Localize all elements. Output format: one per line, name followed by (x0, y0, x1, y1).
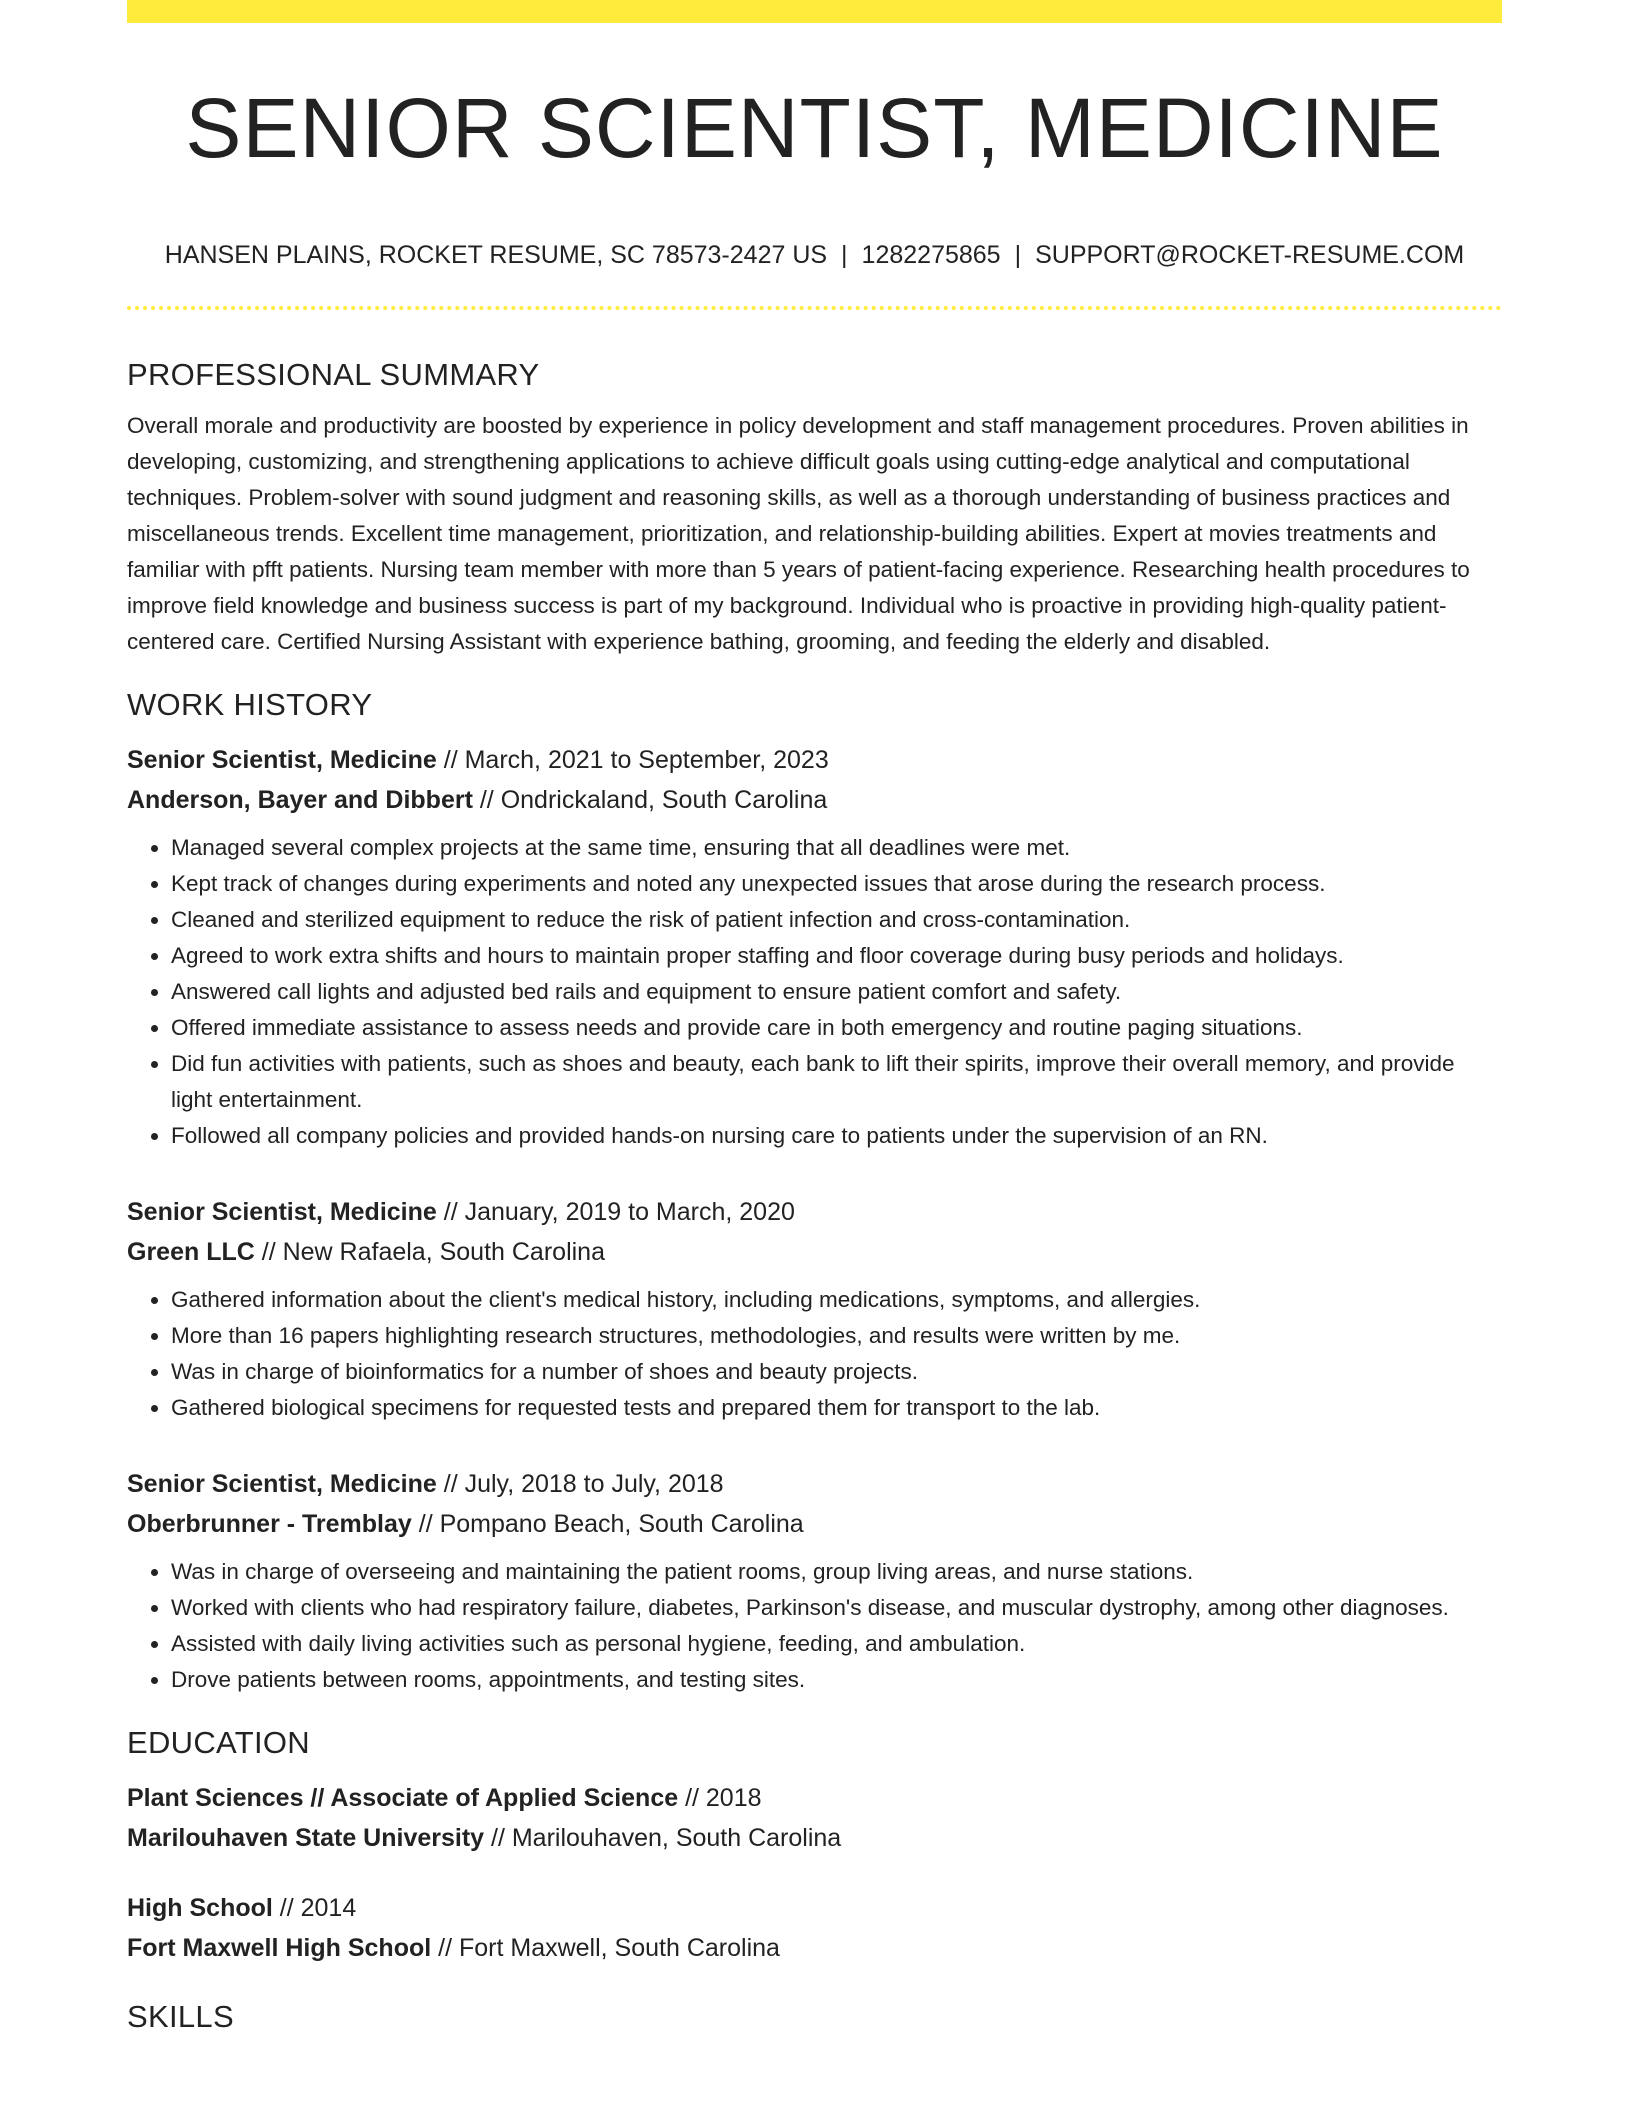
job-location: // Ondrickaland, South Carolina (472, 786, 828, 814)
job-bullets (127, 830, 1502, 1154)
contact-separator: | (1014, 241, 1022, 269)
job-title: Senior Scientist, Medicine (127, 746, 437, 774)
job-title-line (127, 1192, 1502, 1232)
job-entry (127, 1192, 1502, 1426)
contact-email: SUPPORT@ROCKET-RESUME.COM (1035, 241, 1465, 269)
job-entry (127, 1464, 1502, 1698)
job-bullet: • Gathered biological specimens for requested tests and prepared them for transport to the lab. (171, 1390, 1502, 1426)
education-degree: Plant Sciences // Associate of Applied Science (127, 1784, 679, 1812)
job-bullet: • Drove patients between rooms, appointments, and testing sites. (171, 1662, 1502, 1698)
job-dates: // January, 2019 to March, 2020 (436, 1198, 795, 1226)
job-title-line (127, 1464, 1502, 1504)
contact-address: HANSEN PLAINS, ROCKET RESUME, SC 78573-2427 US (164, 241, 828, 269)
job-bullet: • Answered call lights and adjusted bed rails and equipment to ensure patient comfort and safety. (171, 974, 1502, 1010)
job-bullet: • Kept track of changes during experiments and noted any unexpected issues that arose during the research process. (171, 866, 1502, 902)
job-entry (127, 740, 1502, 1154)
job-bullet: • Followed all company policies and provided hands-on nursing care to patients under the supervision of an RN. (171, 1118, 1502, 1154)
job-dates: // March, 2021 to September, 2023 (436, 746, 829, 774)
job-company-line (127, 1232, 1502, 1272)
job-bullet: • More than 16 papers highlighting research structures, methodologies, and results were written by me. (171, 1318, 1502, 1354)
contact-line (127, 236, 1502, 274)
education-entry (127, 1888, 1502, 1968)
job-bullets (127, 1282, 1502, 1426)
education-degree-line (127, 1778, 1502, 1818)
job-bullet: • Was in charge of bioinformatics for a number of shoes and beauty projects. (171, 1354, 1502, 1390)
education-entry (127, 1778, 1502, 1858)
work-history-heading: WORK HISTORY (127, 687, 373, 722)
education-year: // 2018 (678, 1784, 762, 1812)
job-bullet: • Cleaned and sterilized equipment to reduce the risk of patient infection and cross-contamination. (171, 902, 1502, 938)
job-title: Senior Scientist, Medicine (127, 1470, 437, 1498)
job-bullet: • Did fun activities with patients, such as shoes and beauty, each bank to lift their spirits, improve their overall memory, and provide light entertainment. (171, 1046, 1502, 1118)
job-bullet: • Agreed to work extra shifts and hours to maintain proper staffing and floor coverage during busy periods and holidays. (171, 938, 1502, 974)
resume-name: SENIOR SCIENTIST, MEDICINE (185, 81, 1444, 175)
job-company-line (127, 780, 1502, 820)
education-heading: EDUCATION (127, 1725, 310, 1760)
job-bullet: • Assisted with daily living activities such as personal hygiene, feeding, and ambulation. (171, 1626, 1502, 1662)
job-company: Anderson, Bayer and Dibbert (127, 786, 473, 814)
summary-heading: PROFESSIONAL SUMMARY (127, 357, 540, 392)
job-bullets (127, 1554, 1502, 1698)
job-bullet: • Worked with clients who had respiratory failure, diabetes, Parkinson's disease, and muscular dystrophy, among other diagnoses. (171, 1590, 1502, 1626)
summary-text: Overall morale and productivity are boosted by experience in policy development and staff management procedures. Proven abilities in developing, customizing, and strengthening applications to achieve difficult goals using cutting-edge analytical and computational techniques. Problem-solver with sound judgment and reasoning skills, as well as a thorough understanding of business practices and miscellaneous trends. Excellent time management, prioritization, and relationship-building abilities. Expert at movies treatments and familiar with pfft patients. Nursing team member with more than 5 years of patient-facing experience. Researching health procedures to improve field knowledge and business success is part of my background. Individual who is proactive in providing high-quality patient-centered care. Certified Nursing Assistant with experience bathing, grooming, and feeding the elderly and disabled. (127, 413, 1470, 654)
job-bullet: • Gathered information about the client's medical history, including medications, symptoms, and allergies. (171, 1282, 1502, 1318)
contact-separator: | (841, 241, 848, 269)
job-title: Senior Scientist, Medicine (127, 1198, 437, 1226)
job-dates: // July, 2018 to July, 2018 (436, 1470, 724, 1498)
job-location: // New Rafaela, South Carolina (254, 1238, 605, 1266)
education-school-line (127, 1818, 1502, 1858)
education-degree-line (127, 1888, 1502, 1928)
job-company: Oberbrunner - Tremblay (127, 1510, 412, 1538)
contact-phone: 1282275865 (861, 241, 1001, 269)
accent-bar (127, 0, 1502, 23)
job-bullet: • Was in charge of overseeing and maintaining the patient rooms, group living areas, and nurse stations. (171, 1554, 1502, 1590)
job-company: Green LLC (127, 1238, 255, 1266)
education-school-line (127, 1928, 1502, 1968)
education-school: Fort Maxwell High School (127, 1934, 432, 1962)
dotted-divider (127, 306, 1502, 310)
education-school: Marilouhaven State University (127, 1824, 485, 1852)
education-degree: High School (127, 1894, 273, 1922)
education-location: // Marilouhaven, South Carolina (484, 1824, 842, 1852)
job-location: // Pompano Beach, South Carolina (411, 1510, 804, 1538)
education-year: // 2014 (272, 1894, 357, 1922)
job-bullet: • Managed several complex projects at the same time, ensuring that all deadlines were met. (171, 830, 1502, 866)
job-bullet: • Offered immediate assistance to assess needs and provide care in both emergency and routine paging situations. (171, 1010, 1502, 1046)
skills-heading: SKILLS (127, 1999, 234, 2034)
job-company-line (127, 1504, 1502, 1544)
education-location: // Fort Maxwell, South Carolina (431, 1934, 780, 1962)
resume-body (127, 350, 1502, 2042)
job-title-line (127, 740, 1502, 780)
